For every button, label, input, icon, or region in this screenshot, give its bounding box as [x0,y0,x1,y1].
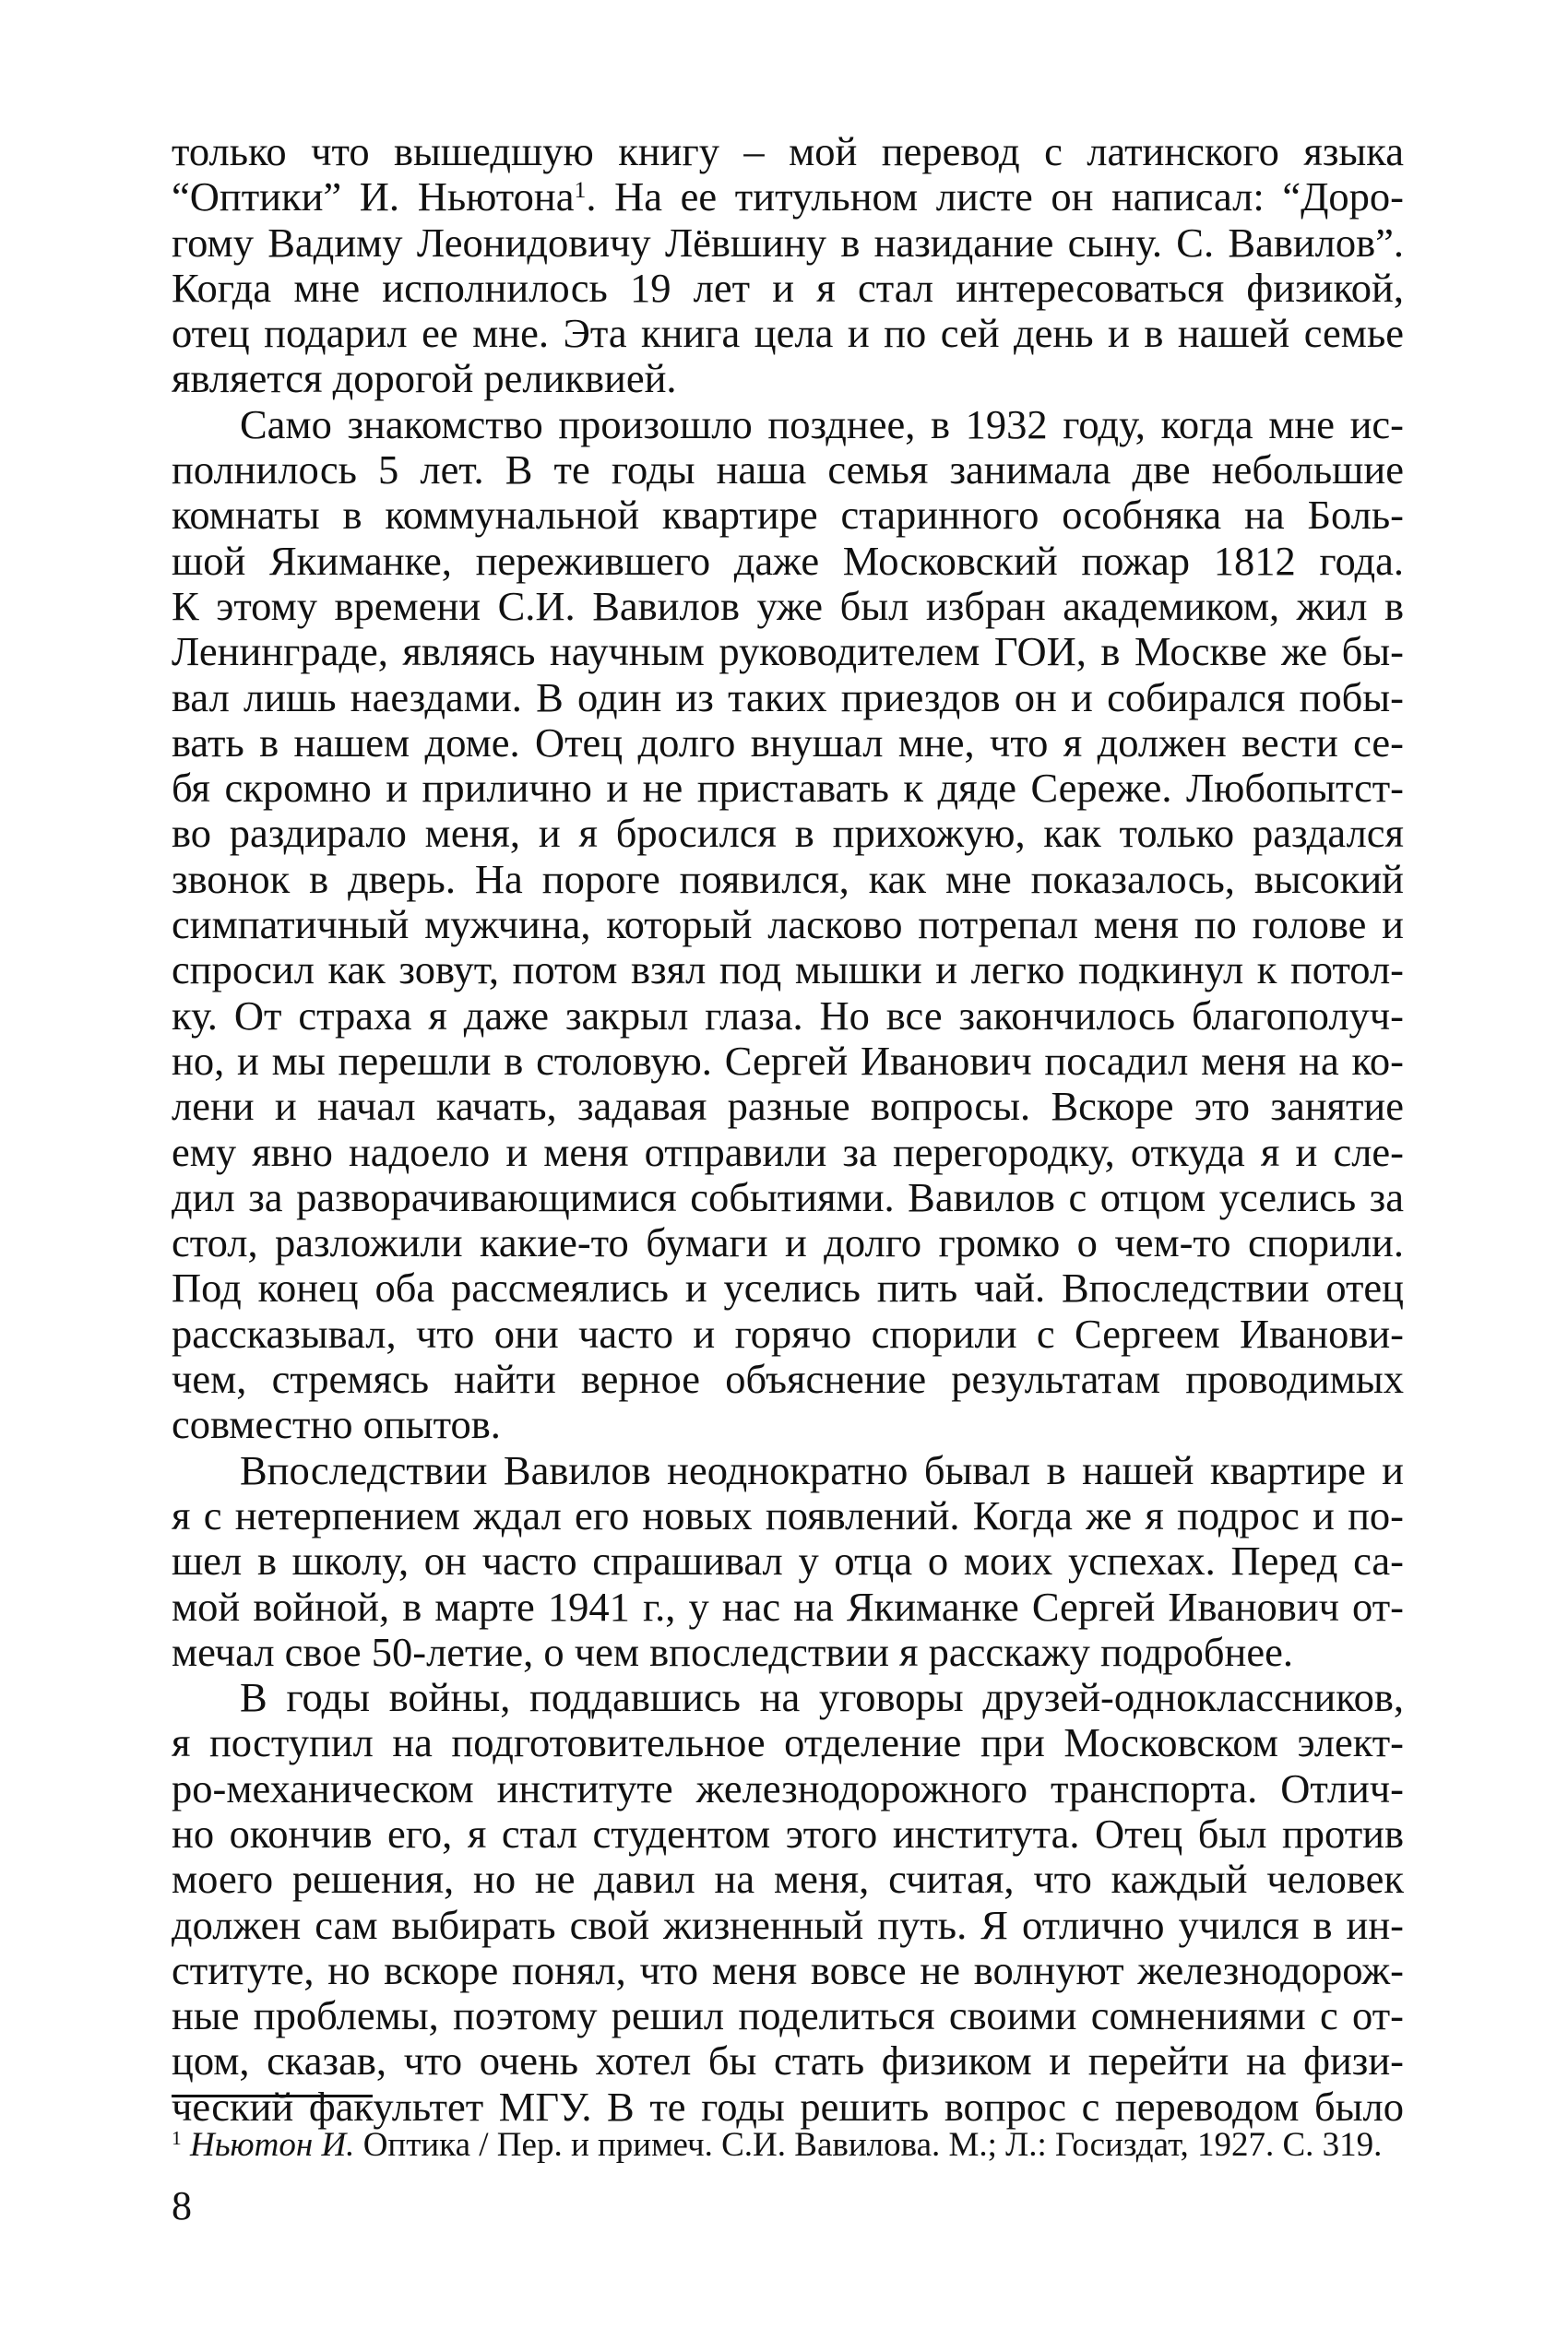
text-line-content: комнаты в коммунальной квартире старинного особняка на Боль- [172,493,1404,539]
text-line-content: ку. От страха я даже закрыл глаза. Но все закончилось благополуч- [172,992,1404,1039]
text-line-content: ституте, но вскоре понял, что меня вовсе не волнуют железнодорож- [172,1947,1404,1993]
text-line [172,1812,1404,1857]
text-line [172,675,1404,720]
text-line-content: только что вышедшую книгу – мой перевод с латинского языка [172,129,1404,174]
text-line [172,1039,1404,1084]
text-line [172,584,1404,629]
text-line-content: Когда мне исполнилось 19 лет и я стал интересоваться физикой, [172,265,1404,311]
text-line [172,947,1404,992]
text-line-content: бя скромно и прилично и не приставать к дяде Сереже. Любопытст- [172,766,1404,812]
text-line-content: совместно опытов. [172,1402,501,1448]
text-line-content: но, и мы перешли в столовую. Сергей Иванович посадил меня на ко- [172,1038,1404,1084]
text-line [172,1130,1404,1175]
text-line-content: “Оптики” И. Ньютона [172,174,575,220]
text-line [172,1448,1404,1493]
text-line-content: Ленинграде, являясь научным руководителем ГОИ, в Москве же бы- [172,629,1404,675]
text-line [172,629,1404,674]
text-line [172,1766,1404,1812]
text-line [172,174,1404,220]
text-line-content: моего решения, но не давил на меня, считая, что каждый человек [172,1857,1404,1903]
text-line [172,1175,1404,1220]
text-line [172,811,1404,856]
text-line-content: К этому времени С.И. Вавилов уже был избран академиком, жил в [172,583,1404,629]
text-line [172,1312,1404,1357]
text-line-content: рассказывал, что они часто и горячо спорили с Сергеем Иванови- [172,1311,1404,1357]
text-line-content: лени и начал качать, задавая разные вопросы. Вскоре это занятие [172,1084,1404,1130]
footnote [172,2125,1404,2166]
text-line [172,993,1404,1039]
text-line-content: должен сам выбирать свой жизненный путь. Я отлично учился в ин- [172,1902,1404,1948]
text-line-content: дил за разворачивающимися событиями. Вавилов с отцом уселись за [172,1174,1404,1220]
page-number: 8 [172,2183,192,2228]
text-line-content: шел в школу, он часто спрашивал у отца о моих успехах. Перед са- [172,1538,1404,1585]
text-line [172,1084,1404,1129]
text-line [172,1993,1404,2038]
text-line-content: гому Вадиму Леонидовичу Лёвшину в назидание сыну. С. Вавилов”. [172,220,1404,266]
footnote-marker: 1 [172,2127,182,2150]
text-line [172,1220,1404,1265]
text-line-content: во раздирало меня, и я бросился в прихожую, как только раздался [172,811,1404,857]
text-line [172,2085,1404,2130]
text-line [172,2038,1404,2084]
text-line-content: отец подарил ее мне. Эта книга цела и по сей день и в нашей семье [172,311,1404,357]
text-line-content: является дорогой реликвией. [172,356,677,402]
text-line [172,356,1404,401]
text-line [172,720,1404,766]
text-line-content: Само знакомство произошло позднее, в 1932 году, когда мне ис- [240,401,1404,447]
footnote-author: Ньютон И. [189,2126,355,2164]
text-line-content: вал лишь наездами. В один из таких приездов он и собирался побы- [172,674,1404,720]
text-line [172,1903,1404,1948]
text-line [172,402,1404,447]
text-line-content: симпатичный мужчина, который ласково потрепал меня по голове и [172,902,1404,948]
text-line-content: мечал свое 50-летие, о чем впоследствии я расскажу подробнее. [172,1629,1293,1675]
text-line [172,902,1404,947]
text-line-content: звонок в дверь. На пороге появился, как мне показалось, высокий [172,856,1404,902]
text-line [172,1720,1404,1765]
text-line [172,1357,1404,1402]
text-line-content: ные проблемы, поэтому решил поделиться своими сомнениями с от- [172,1993,1404,2039]
text-line-content: ро-механическом институте железнодорожного транспорта. Отлич- [172,1765,1404,1812]
text-line-content: шой Якиманке, пережившего даже Московский пожар 1812 года. [172,538,1404,584]
text-line-content: я поступил на подготовительное отделение при Московском элект- [172,1720,1404,1766]
text-line-content: Под конец оба рассмеялись и уселись пить чай. Впоследствии отец [172,1265,1404,1312]
text-line [172,1538,1404,1584]
footnote-reference: 1 [574,176,587,204]
body-text [172,129,1404,2130]
text-line [172,266,1404,311]
text-line-content: В годы войны, поддавшись на уговоры друзей-одноклассников, [240,1675,1404,1721]
text-line [172,1265,1404,1311]
text-line-content: вать в нашем доме. Отец долго внушал мне, что я должен вести се- [172,719,1404,766]
text-line [172,1585,1404,1630]
text-line [172,311,1404,356]
text-line [172,220,1404,266]
text-line-content: чем, стремясь найти верное объяснение результатам проводимых [172,1357,1404,1403]
text-line-content: ческий факультет МГУ. В те годы решить вопрос с переводом было [172,2084,1404,2130]
text-line [172,447,1404,493]
text-line-content: мой войной, в марте 1941 г., у нас на Якиманке Сергей Иванович от- [172,1584,1404,1630]
text-line-content: стол, разложили какие-то бумаги и долго громко о чем-то спорили. [172,1220,1404,1266]
footnote-rule [172,2095,373,2097]
footnote-text: Оптика / Пер. и примеч. С.И. Вавилова. М.; Л.: Госиздат, 1927. С. 319. [354,2126,1383,2164]
text-line-content: цом, сказав, что очень хотел бы стать физиком и перейти на физи- [172,2038,1404,2085]
text-line [172,1402,1404,1447]
text-line [172,1948,1404,1993]
text-line [172,1857,1404,1902]
text-line [172,129,1404,174]
text-line-continuation: . На ее титульном листе он написал: “Доро- [586,174,1404,220]
text-line [172,1630,1404,1675]
text-line [172,539,1404,584]
text-line [172,857,1404,902]
text-line [172,1493,1404,1538]
text-line-content: ему явно надоело и меня отправили за перегородку, откуда я и сле- [172,1129,1404,1175]
text-line [172,766,1404,811]
text-line-content: Впоследствии Вавилов неоднократно бывал в нашей квартире и [240,1447,1404,1493]
text-line-content: полнилось 5 лет. В те годы наша семья занимала две небольшие [172,447,1404,493]
text-line-content: но окончив его, я стал студентом этого института. Отец был против [172,1811,1404,1857]
text-line-content: я с нетерпением ждал его новых появлений. Когда же я подрос и по- [172,1492,1404,1538]
text-line [172,1675,1404,1720]
text-line [172,493,1404,538]
text-line-content: спросил как зовут, потом взял под мышки и легко подкинул к потол- [172,947,1404,993]
